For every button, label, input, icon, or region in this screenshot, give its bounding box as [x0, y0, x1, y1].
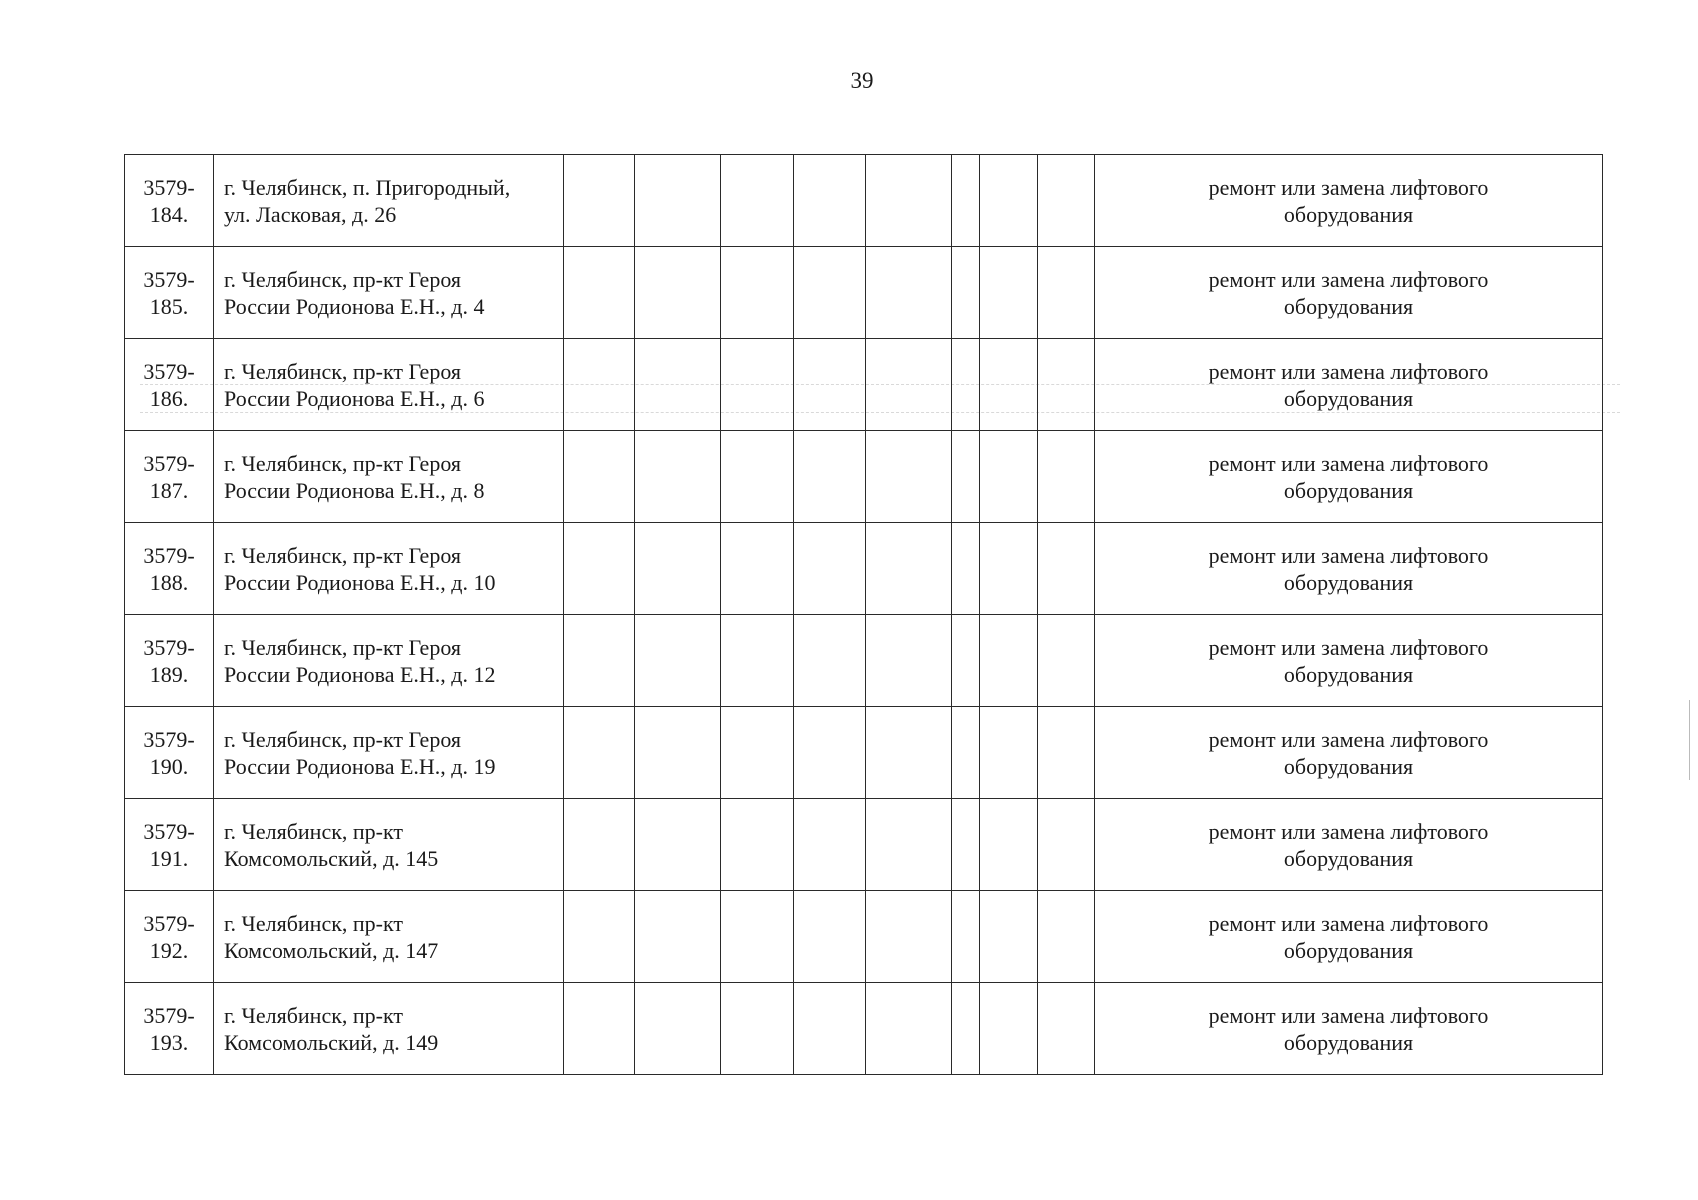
empty-cell	[635, 431, 721, 523]
empty-cell	[1038, 983, 1095, 1075]
address-cell: г. Челябинск, пр-кт Героя России Родионова Е.Н., д. 10	[214, 523, 564, 615]
row-number-cell: 3579- 189.	[125, 615, 214, 707]
scan-edge-mark	[1689, 700, 1690, 780]
table-row	[125, 431, 1603, 523]
table-row	[125, 891, 1603, 983]
empty-cell	[980, 339, 1038, 431]
row-number-cell: 3579- 191.	[125, 799, 214, 891]
address-cell: г. Челябинск, пр-кт Героя России Родионова Е.Н., д. 19	[214, 707, 564, 799]
empty-cell	[794, 247, 866, 339]
empty-cell	[794, 707, 866, 799]
empty-cell	[721, 247, 794, 339]
table-row	[125, 799, 1603, 891]
empty-cell	[1038, 891, 1095, 983]
table-row	[125, 983, 1603, 1075]
empty-cell	[794, 891, 866, 983]
empty-cell	[1038, 707, 1095, 799]
empty-cell	[721, 891, 794, 983]
empty-cell	[1038, 615, 1095, 707]
empty-cell	[1038, 339, 1095, 431]
empty-cell	[635, 247, 721, 339]
empty-cell	[980, 707, 1038, 799]
table-row	[125, 155, 1603, 247]
empty-cell	[564, 799, 635, 891]
address-cell: г. Челябинск, пр-кт Героя России Родионова Е.Н., д. 4	[214, 247, 564, 339]
empty-cell	[952, 707, 980, 799]
empty-cell	[564, 983, 635, 1075]
row-number-cell: 3579- 185.	[125, 247, 214, 339]
row-number-cell: 3579- 187.	[125, 431, 214, 523]
empty-cell	[564, 891, 635, 983]
row-number-cell: 3579- 193.	[125, 983, 214, 1075]
empty-cell	[1038, 155, 1095, 247]
empty-cell	[564, 431, 635, 523]
empty-cell	[980, 615, 1038, 707]
work-type-cell: ремонт или замена лифтового оборудования	[1095, 431, 1603, 523]
empty-cell	[721, 155, 794, 247]
empty-cell	[980, 523, 1038, 615]
empty-cell	[866, 339, 952, 431]
empty-cell	[952, 983, 980, 1075]
empty-cell	[794, 799, 866, 891]
empty-cell	[980, 431, 1038, 523]
empty-cell	[980, 983, 1038, 1075]
work-type-cell: ремонт или замена лифтового оборудования	[1095, 799, 1603, 891]
empty-cell	[866, 799, 952, 891]
empty-cell	[794, 431, 866, 523]
empty-cell	[564, 155, 635, 247]
work-type-cell: ремонт или замена лифтового оборудования	[1095, 339, 1603, 431]
empty-cell	[564, 707, 635, 799]
empty-cell	[794, 523, 866, 615]
row-number-cell: 3579- 186.	[125, 339, 214, 431]
empty-cell	[1038, 799, 1095, 891]
empty-cell	[721, 983, 794, 1075]
empty-cell	[635, 339, 721, 431]
address-cell: г. Челябинск, пр-кт Героя России Родионова Е.Н., д. 12	[214, 615, 564, 707]
table-row	[125, 615, 1603, 707]
register-table	[124, 154, 1603, 1075]
empty-cell	[635, 983, 721, 1075]
empty-cell	[866, 247, 952, 339]
empty-cell	[1038, 523, 1095, 615]
address-cell: г. Челябинск, пр-кт Комсомольский, д. 149	[214, 983, 564, 1075]
address-cell: г. Челябинск, пр-кт Комсомольский, д. 147	[214, 891, 564, 983]
work-type-cell: ремонт или замена лифтового оборудования	[1095, 247, 1603, 339]
empty-cell	[952, 615, 980, 707]
empty-cell	[721, 339, 794, 431]
table-row	[125, 339, 1603, 431]
empty-cell	[866, 523, 952, 615]
address-cell: г. Челябинск, п. Пригородный, ул. Ласковая, д. 26	[214, 155, 564, 247]
work-type-cell: ремонт или замена лифтового оборудования	[1095, 983, 1603, 1075]
table-row	[125, 707, 1603, 799]
empty-cell	[952, 339, 980, 431]
empty-cell	[866, 615, 952, 707]
empty-cell	[980, 799, 1038, 891]
empty-cell	[635, 615, 721, 707]
empty-cell	[721, 431, 794, 523]
empty-cell	[866, 431, 952, 523]
empty-cell	[952, 431, 980, 523]
empty-cell	[952, 799, 980, 891]
empty-cell	[564, 247, 635, 339]
address-cell: г. Челябинск, пр-кт Комсомольский, д. 145	[214, 799, 564, 891]
empty-cell	[952, 523, 980, 615]
table-row	[125, 247, 1603, 339]
empty-cell	[635, 891, 721, 983]
empty-cell	[721, 523, 794, 615]
empty-cell	[794, 155, 866, 247]
empty-cell	[952, 155, 980, 247]
work-type-cell: ремонт или замена лифтового оборудования	[1095, 155, 1603, 247]
empty-cell	[866, 707, 952, 799]
empty-cell	[564, 615, 635, 707]
page-number: 39	[850, 68, 874, 93]
empty-cell	[635, 799, 721, 891]
empty-cell	[980, 155, 1038, 247]
empty-cell	[952, 891, 980, 983]
work-type-cell: ремонт или замена лифтового оборудования	[1095, 523, 1603, 615]
empty-cell	[952, 247, 980, 339]
empty-cell	[635, 523, 721, 615]
empty-cell	[794, 339, 866, 431]
address-cell: г. Челябинск, пр-кт Героя России Родионова Е.Н., д. 6	[214, 339, 564, 431]
empty-cell	[564, 523, 635, 615]
work-type-cell: ремонт или замена лифтового оборудования	[1095, 615, 1603, 707]
work-type-cell: ремонт или замена лифтового оборудования	[1095, 891, 1603, 983]
empty-cell	[794, 983, 866, 1075]
empty-cell	[721, 799, 794, 891]
row-number-cell: 3579- 190.	[125, 707, 214, 799]
empty-cell	[1038, 247, 1095, 339]
table-row	[125, 523, 1603, 615]
empty-cell	[794, 615, 866, 707]
work-type-cell: ремонт или замена лифтового оборудования	[1095, 707, 1603, 799]
empty-cell	[866, 891, 952, 983]
row-number-cell: 3579- 192.	[125, 891, 214, 983]
address-cell: г. Челябинск, пр-кт Героя России Родионова Е.Н., д. 8	[214, 431, 564, 523]
empty-cell	[866, 983, 952, 1075]
empty-cell	[1038, 431, 1095, 523]
empty-cell	[721, 615, 794, 707]
empty-cell	[635, 707, 721, 799]
empty-cell	[635, 155, 721, 247]
row-number-cell: 3579- 184.	[125, 155, 214, 247]
empty-cell	[980, 247, 1038, 339]
empty-cell	[866, 155, 952, 247]
empty-cell	[980, 891, 1038, 983]
empty-cell	[564, 339, 635, 431]
row-number-cell: 3579- 188.	[125, 523, 214, 615]
empty-cell	[721, 707, 794, 799]
